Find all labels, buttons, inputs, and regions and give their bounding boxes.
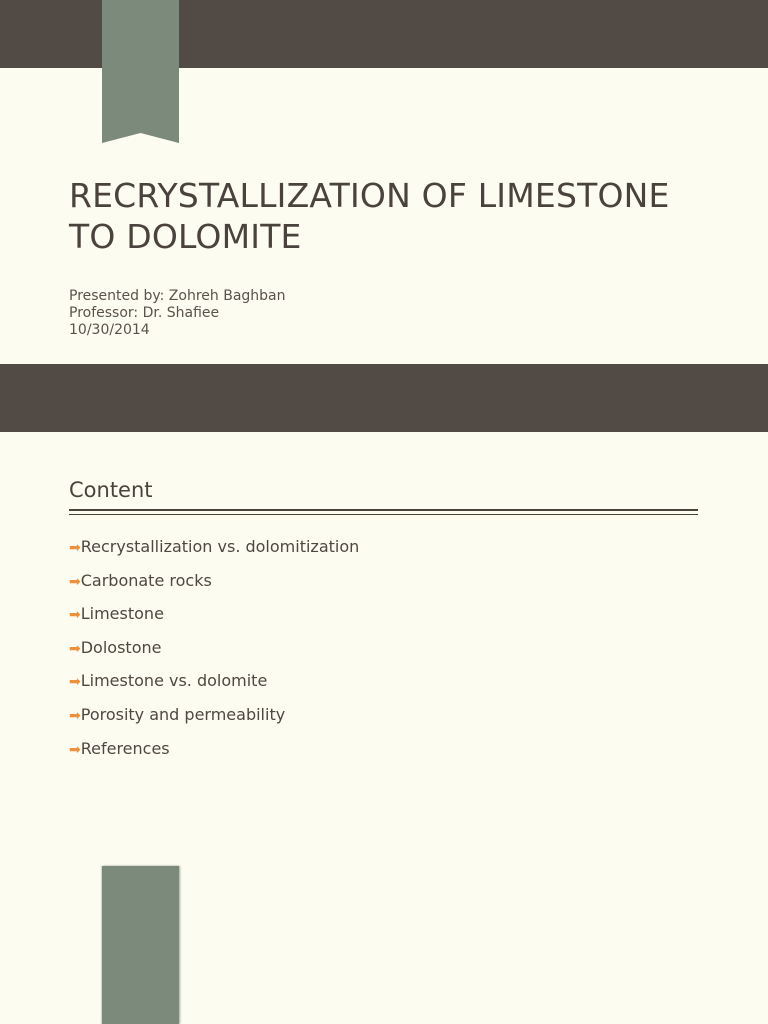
content-list-item (69, 637, 359, 671)
arrow-bullet-icon: ➡ (69, 674, 81, 691)
arrow-bullet-icon: ➡ (69, 607, 81, 624)
content-list (69, 536, 359, 771)
bottom-bookmark-ribbon (102, 866, 179, 1024)
arrow-bullet-icon: ➡ (69, 640, 81, 657)
middle-divider-band (0, 364, 768, 432)
presenter-text: Presented by: Zohreh Baghban (69, 288, 286, 304)
arrow-bullet-icon: ➡ (69, 741, 81, 758)
professor-text: Professor: Dr. Shafiee (69, 305, 220, 321)
heading-rule-thick (69, 509, 698, 511)
date-text: 10/30/2014 (69, 322, 150, 338)
heading-rule-thin (69, 514, 698, 515)
slide-title (69, 175, 729, 257)
content-item-text: References (80, 738, 170, 758)
arrow-bullet-icon: ➡ (69, 540, 81, 556)
presentation-meta (69, 288, 286, 339)
content-list-item (69, 570, 359, 604)
content-heading: Content (69, 478, 153, 502)
content-item-text: Dolostone (80, 637, 162, 657)
content-item-text: Carbonate rocks (80, 570, 212, 590)
content-list-item (69, 704, 359, 738)
content-item-text: Limestone vs. dolomite (80, 671, 268, 691)
content-list-item (69, 738, 359, 772)
arrow-bullet-icon: ➡ (69, 573, 81, 590)
arrow-bullet-icon: ➡ (69, 707, 81, 724)
content-list-item (69, 603, 359, 637)
slide-title-line-2: TO DOLOMITE (69, 217, 302, 256)
content-item-text: Recrystallization vs. dolomitization (80, 537, 360, 556)
content-item-text: Porosity and permeability (80, 704, 286, 724)
content-list-item (69, 536, 359, 570)
top-bookmark-ribbon (102, 0, 179, 143)
slide-title-line-1: RECRYSTALLIZATION OF LIMESTONE (69, 176, 670, 215)
content-list-item (69, 670, 359, 704)
content-item-text: Limestone (80, 604, 164, 624)
